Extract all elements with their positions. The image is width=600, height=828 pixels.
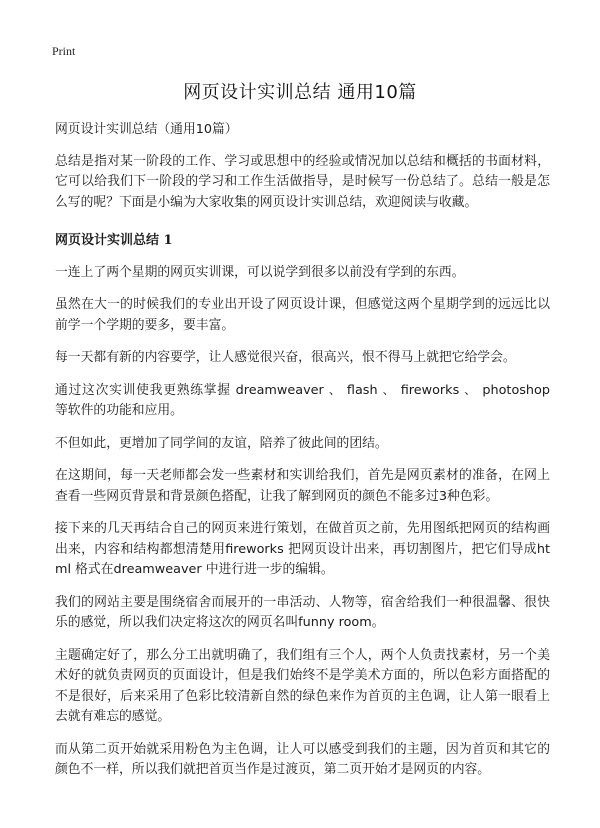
print-link[interactable]: Print (52, 44, 76, 58)
paragraph: 一连上了两个星期的网页实训课，可以说学到很多以前没有学到的东西。 (55, 264, 465, 280)
paragraph: 主题确定好了，那么分工出就明确了，我们组有三个人，两个人负责找素材，另一个美术好的就负责网页的页面设计，但是我们始终不是学美术方面的，所以色彩方面搭配的不是很好，后来采用了色彩比较清新自然的绿色来作为首页的主色调，让人第一眼看上去就有难忘的感觉。 (55, 647, 550, 724)
paragraph: 通过这次实训使我更熟练掌握 dreamweaver 、 flash 、 fireworks 、 photoshop 等软件的功能和应用。 (55, 382, 550, 418)
article-body (55, 120, 550, 793)
paragraph: 每一天都有新的内容要学，让人感觉很兴奋，很高兴，恨不得马上就把它给学会。 (55, 350, 516, 365)
paragraph: 接下来的几天再结合自己的网页来进行策划，在做首页之前，先用图纸把网页的结构画出来，内容和结构都想清楚用fireworks 把网页设计出来，再切割图片，把它们导成html 格式在dreamweaver 中进行进一步的编辑。 (55, 521, 550, 577)
section-heading: 网页设计实训总结 1 (55, 233, 173, 248)
paragraph: 而从第二页开始就采用粉色为主色调，让人可以感受到我们的主题，因为首页和其它的颜色不一样，所以我们就把首页当作是过渡页，第二页开始才是网页的内容。 (55, 741, 550, 777)
paragraph: 我们的网站主要是围绕宿舍而展开的一串活动、人物等，宿舍给我们一种很温馨、很快乐的感觉，所以我们决定将这次的网页名叫funny room。 (55, 594, 550, 630)
paragraph: 虽然在大一的时候我们的专业出开设了网页设计课，但感觉这两个星期学到的远远比以前学一个学期的要多，要丰富。 (55, 297, 550, 333)
page-title: 网页设计实训总结 通用10篇 (183, 82, 417, 103)
paragraph: 不但如此，更增加了同学间的友谊，陪养了彼此间的团结。 (55, 435, 388, 451)
article-subtitle: 网页设计实训总结（通用10篇） (55, 122, 238, 137)
paragraph: 在这期间，每一天老师都会发一些素材和实训给我们，首先是网页素材的准备，在网上查看一些网页背景和背景颜色搭配，让我了解到网页的颜色不能多过3种色彩。 (55, 468, 550, 504)
intro-paragraph: 总结是指对某一阶段的工作、学习或思想中的经验或情况加以总结和概括的书面材料，它可以给我们下一阶段的学习和工作生活做指导，是时候写一份总结了。总结一般是怎么写的呢？下面是小编为大家收集的网页设计实训总结，欢迎阅读与收藏。 (55, 153, 550, 210)
